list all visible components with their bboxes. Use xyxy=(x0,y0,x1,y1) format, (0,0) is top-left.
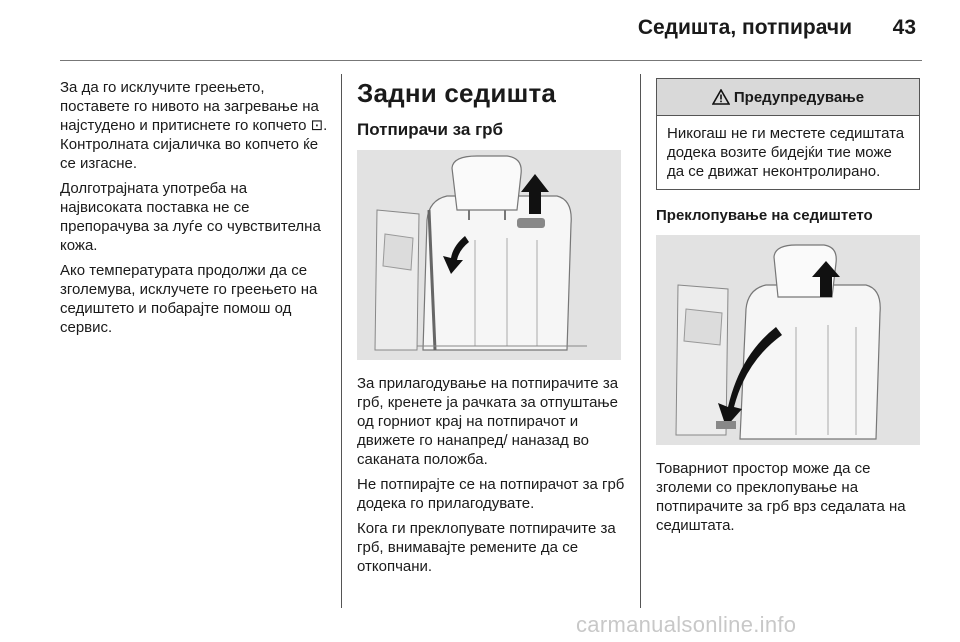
warning-triangle-icon xyxy=(712,89,730,105)
subsection-title: Преклопување на седиштето xyxy=(656,207,873,224)
watermark: carmanualsonline.info xyxy=(576,612,797,637)
section-title: Задни седишта xyxy=(357,78,557,108)
paragraph: Не потпирајте се на потпирачот за грб додека го прилагодувате. xyxy=(357,476,625,512)
paragraph: Ако температурата продолжи да се зголемува, исклучете го греењето на седиштето и побарајте помош од сервис. xyxy=(60,262,318,336)
seat-illustration-icon xyxy=(357,150,621,360)
header-rule xyxy=(60,60,922,61)
column-middle xyxy=(357,78,625,582)
column-divider-2 xyxy=(640,74,641,608)
page-number: 43 xyxy=(892,16,916,39)
paragraph: Товарниот простор може да се зголеми со преклопување на потпирачите за грб врз седалата на седиштата. xyxy=(656,460,906,534)
paragraph: За прилагодување на потпирачите за грб, кренете ја рачката за отпуштање од горниот крај на потпирачот и движете го нанапред/ наназад во саканата положба. xyxy=(357,375,619,468)
paragraph: Долготрајната употреба на највисоката поставка не се препорачува за луѓе со чувствителна кожа. xyxy=(60,180,321,254)
seat-fold-illustration xyxy=(656,235,920,445)
warning-title: Предупредување xyxy=(733,88,865,106)
backrest-adjust-illustration xyxy=(357,150,621,360)
column-divider-1 xyxy=(341,74,342,608)
warning-header xyxy=(657,79,919,116)
warning-body xyxy=(657,116,919,189)
page-header xyxy=(0,0,960,62)
running-title: Седишта, потпирачи xyxy=(637,16,852,39)
paragraph: За да го исклучите греењето, поставете го нивото на загревање на најстудено и притиснете го копчето ⊡. Контролната сијаличка во копчето ќе се изгасне. xyxy=(60,79,328,172)
warning-box xyxy=(656,78,920,190)
seat-fold-illustration-icon xyxy=(656,235,920,445)
subsection-title: Потпирачи за грб xyxy=(357,120,504,139)
warning-text: Никогаш не ги местете седиштата додека возите бидејќи тие може да се движат неконтролирано. xyxy=(667,125,905,180)
paragraph: Кога ги преклопувате потпирачите за грб, внимавајте ремените да се откопчани. xyxy=(357,520,616,575)
column-left xyxy=(60,78,330,343)
column-right xyxy=(656,78,922,541)
